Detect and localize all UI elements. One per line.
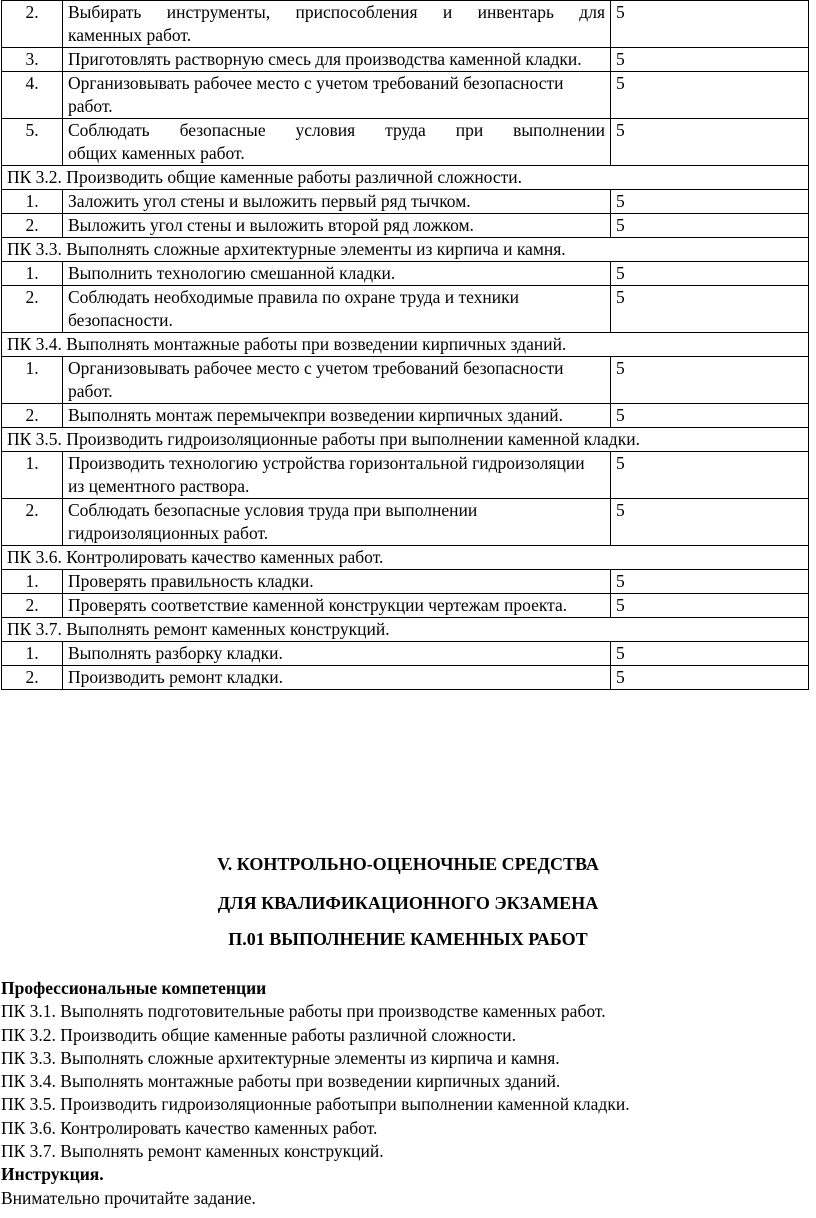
criterion-text xyxy=(63,357,611,404)
table-row xyxy=(2,214,809,238)
points-value: 5 xyxy=(611,404,809,428)
criterion-text xyxy=(63,190,611,214)
points-value: 5 xyxy=(611,1,809,48)
table-row xyxy=(2,642,809,666)
criterion-text-line: Выложить угол стены и выложить второй ряд ложком. xyxy=(68,215,474,235)
points-value: 5 xyxy=(611,286,809,333)
criterion-text xyxy=(63,642,611,666)
criterion-text-line: Проверять правильность кладки. xyxy=(68,571,314,591)
section-heading-line-1: V. КОНТРОЛЬНО-ОЦЕНОЧНЫЕ СРЕДСТВА xyxy=(217,854,599,874)
row-number: 2. xyxy=(2,499,63,546)
criterion-text-line: Соблюдать необходимые правила по охране труда и техники xyxy=(68,287,520,307)
competency-item: ПК 3.2. Производить общие каменные работы различной сложности. xyxy=(1,1024,517,1045)
criterion-text-line: безопасности. xyxy=(68,310,173,330)
table-row xyxy=(2,1,809,48)
points-value: 5 xyxy=(611,452,809,499)
competency-item: ПК 3.3. Выполнять сложные архитектурные элементы из кирпича и камня. xyxy=(1,1047,560,1068)
row-number: 2. xyxy=(2,286,63,333)
criterion-text xyxy=(63,570,611,594)
criterion-text-line: Производить технологию устройства горизонтальной xyxy=(68,453,468,473)
row-number: 2. xyxy=(2,214,63,238)
competency-item: ПК 3.4. Выполнять монтажные работы при возведении кирпичных зданий. xyxy=(1,1071,561,1092)
criterion-text-line: гидроизоляционных работ. xyxy=(68,523,269,543)
row-number: 1. xyxy=(2,642,63,666)
criterion-text-line: каменных работ. xyxy=(68,25,192,45)
competencies-block xyxy=(1,977,811,1210)
section-row xyxy=(2,333,809,357)
table-row xyxy=(2,594,809,618)
criterion-text-line: безопасности работ. xyxy=(68,358,564,401)
points-value: 5 xyxy=(611,570,809,594)
instruction-text: Внимательно прочитайте задание. xyxy=(1,1187,256,1208)
criterion-text xyxy=(63,72,611,119)
points-value: 5 xyxy=(611,262,809,286)
criterion-text-line: зданий. xyxy=(507,405,563,425)
section-heading-line-2: ДЛЯ КВАЛИФИКАЦИОННОГО ЭКЗАМЕНА xyxy=(217,893,599,913)
criterion-text-line: Выбирать инструменты, приспособления и инвентарь для xyxy=(68,2,605,22)
points-value: 5 xyxy=(611,119,809,166)
points-value: 5 xyxy=(611,190,809,214)
competency-item: ПК 3.6. Контролировать качество каменных работ. xyxy=(1,1117,378,1138)
row-number: 2. xyxy=(2,1,63,48)
section-row xyxy=(2,546,809,570)
criteria-table xyxy=(1,0,809,690)
section-title: ПК 3.2. Производить общие каменные работы различной сложности. xyxy=(2,166,809,190)
section-row xyxy=(2,428,809,452)
criterion-text-line: гидроизоляции из цементного раствора. xyxy=(68,453,585,496)
criterion-text-line: безопасности работ. xyxy=(68,73,564,116)
criterion-text-line: Организовывать рабочее место с учетом требований xyxy=(68,358,459,378)
points-value: 5 xyxy=(611,214,809,238)
section-heading-line-3: П.01 ВЫПОЛНЕНИЕ КАМЕННЫХ РАБОТ xyxy=(228,929,588,949)
section-title: ПК 3.3. Выполнять сложные архитектурные элементы из кирпича и камня. xyxy=(2,238,809,262)
criterion-text xyxy=(63,214,611,238)
row-number: 1. xyxy=(2,570,63,594)
criterion-text xyxy=(63,262,611,286)
row-number: 2. xyxy=(2,404,63,428)
criterion-text xyxy=(63,404,611,428)
competency-item: ПК 3.5. Производить гидроизоляционные работыпри выполнении каменной кладки. xyxy=(1,1094,630,1115)
criterion-text-line: Выполнять монтаж перемычекпри возведении кирпичных xyxy=(68,405,503,425)
table-row xyxy=(2,119,809,166)
points-value: 5 xyxy=(611,594,809,618)
criterion-text-line: кладки. xyxy=(525,49,582,69)
points-value: 5 xyxy=(611,48,809,72)
criterion-text xyxy=(63,594,611,618)
section-title: ПК 3.6. Контролировать качество каменных работ. xyxy=(2,546,809,570)
row-number: 3. xyxy=(2,48,63,72)
criterion-text xyxy=(63,666,611,690)
points-value: 5 xyxy=(611,499,809,546)
criterion-text xyxy=(63,286,611,333)
criterion-text xyxy=(63,452,611,499)
table-row xyxy=(2,190,809,214)
criterion-text-line: Заложить угол стены и выложить первый ряд тычком. xyxy=(68,191,471,211)
section-title: ПК 3.4. Выполнять монтажные работы при возведении кирпичных зданий. xyxy=(2,333,809,357)
criterion-text-line: общих каменных работ. xyxy=(68,143,245,163)
criterion-text-line: Производить ремонт кладки. xyxy=(68,667,283,687)
instruction-title: Инструкция. xyxy=(1,1164,104,1185)
section-row xyxy=(2,166,809,190)
criterion-text-line: Соблюдать безопасные условия труда при выполнении xyxy=(68,500,478,520)
criterion-text xyxy=(63,48,611,72)
table-row xyxy=(2,48,809,72)
section-title: ПК 3.7. Выполнять ремонт каменных конструкций. xyxy=(2,618,809,642)
row-number: 4. xyxy=(2,72,63,119)
criterion-text xyxy=(63,1,611,48)
criterion-text xyxy=(63,499,611,546)
section-row xyxy=(2,238,809,262)
criterion-text-line: Выполнить технологию смешанной кладки. xyxy=(68,263,396,283)
criterion-text-line: проекта. xyxy=(504,595,568,615)
competencies-title: Профессиональные компетенции xyxy=(1,978,267,998)
table-row xyxy=(2,262,809,286)
table-row xyxy=(2,452,809,499)
criterion-text xyxy=(63,119,611,166)
section-row xyxy=(2,618,809,642)
table-row xyxy=(2,286,809,333)
row-number: 2. xyxy=(2,594,63,618)
criterion-text-line: Соблюдать безопасные условия труда при выполнении xyxy=(68,120,605,140)
criterion-text-line: Выполнять разборку кладки. xyxy=(68,643,283,663)
points-value: 5 xyxy=(611,642,809,666)
points-value: 5 xyxy=(611,72,809,119)
row-number: 1. xyxy=(2,452,63,499)
table-row xyxy=(2,357,809,404)
competency-item: ПК 3.1. Выполнять подготовительные работы при производстве каменных работ. xyxy=(1,1001,606,1022)
section-title: ПК 3.5. Производить гидроизоляционные работы при выполнении каменной кладки. xyxy=(2,428,809,452)
row-number: 1. xyxy=(2,262,63,286)
competency-item: ПК 3.7. Выполнять ремонт каменных конструкций. xyxy=(1,1141,384,1162)
points-value: 5 xyxy=(611,357,809,404)
row-number: 1. xyxy=(2,357,63,404)
table-row xyxy=(2,570,809,594)
criterion-text-line: Приготовлять растворную смесь для производства каменной xyxy=(68,49,522,69)
row-number: 5. xyxy=(2,119,63,166)
table-row xyxy=(2,499,809,546)
table-row xyxy=(2,404,809,428)
table-row xyxy=(2,666,809,690)
criterion-text-line: Организовывать рабочее место с учетом требований xyxy=(68,73,459,93)
row-number: 1. xyxy=(2,190,63,214)
criterion-text-line: Проверять соответствие каменной конструкции чертежам xyxy=(68,595,500,615)
points-value: 5 xyxy=(611,666,809,690)
row-number: 2. xyxy=(2,666,63,690)
table-row xyxy=(2,72,809,119)
